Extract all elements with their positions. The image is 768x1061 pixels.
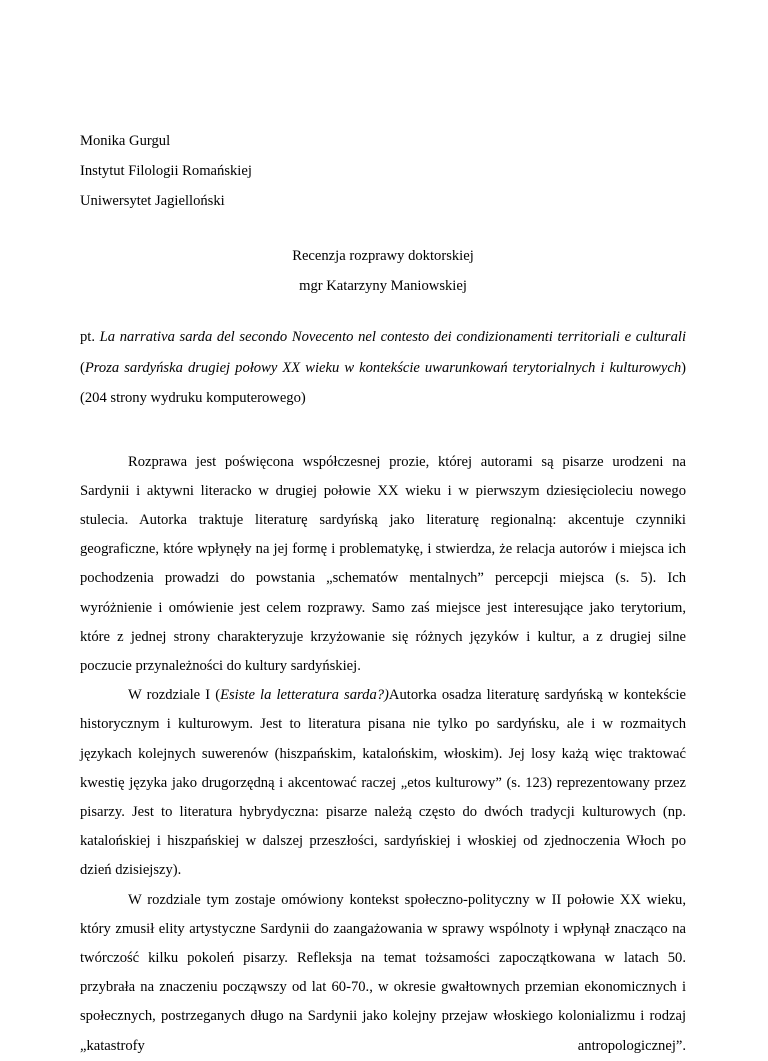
subject-italian-title: La narrativa sarda del secondo Novecento nel contesto dei condizionamenti territoriali e culturali bbox=[99, 329, 687, 345]
subject-prefix: pt. bbox=[80, 329, 100, 345]
paragraph-2 bbox=[80, 681, 686, 885]
title-line-2: mgr Katarzyny Maniowskiej bbox=[299, 278, 467, 294]
paragraph-1: Rozprawa jest poświęcona współczesnej prozie, której autorami są pisarze urodzeni na Sardynii i aktywni literacko w drugiej połowie XX wieku i w pierwszym dziesięcioleciu nowego stulecia. Autorka traktuje literaturę sardyńską jako literaturę regionalną: akcentuje czynniki geograficzne, które wpłynęły na jej formę i problematykę, i stwierdza, że relacja autorów i miejsca ich pochodzenia prowadzi do powstania „schematów mentalnych” percepcji miejsca (s. 5). Ich wyróżnienie i omówienie jest celem rozprawy. Samo zaś miejsce jest interesujące jako terytorium, które z jednej strony charakteryzuje krzyżowanie się różnych języków i kultur, a z drugiej silne poczucie przynależności do kultury sardyńskiej. bbox=[80, 453, 686, 674]
paragraph-3: W rozdziale tym zostaje omówiony kontekst społeczno-polityczny w II połowie XX wieku, który zmusił elity artystyczne Sardynii do zaangażowania w sprawy wspólnoty i wpłynął znacząco na twórczość kilku pokoleń pisarzy. Refleksja na temat tożsamości zapoczątkowana w latach 50. przybrała na znaczeniu począwszy od lat 60-70., w okresie gwałtownych przemian ekonomicznych i społecznych, postrzeganych długo na Sardynii jako kolejny przejaw włoskiego kolonializmu i rodzaj „katastrofy antropologicznej”. bbox=[80, 891, 686, 1054]
paragraph-2-text: Autorka osadza literaturę sardyńską w kontekście historycznym i kulturowym. Jest to literatura pisana nie tylko po sardyńsku, ale i w rozmaitych językach kolejnych suwerenów (hiszpańskim, katalońskim, włoskim). Jej losy każą więc traktować kwestię języka jako drugorzędną i akcentować raczej „etos kulturowy” (s. 123) reprezentowany przez pisarzy. Jest to literatura hybrydyczna: pisarze należą często do dwóch tradycji kulturowych (np. katalońskiej i hiszpańskiej w dalszej przeszłości, sardyńskiej i włoskiej od zjednoczenia Włoch po dzień dzisiejszy). bbox=[80, 687, 687, 879]
document-page bbox=[80, 126, 686, 1061]
dissertation-subject bbox=[80, 322, 686, 414]
author-institute: Instytut Filologii Romańskiej bbox=[80, 163, 252, 179]
subject-polish-title: Proza sardyńska drugiej połowy XX wieku w kontekście uwarunkowań terytorialnych i kulturowych bbox=[84, 359, 682, 376]
author-university: Uniwersytet Jagielloński bbox=[80, 193, 225, 209]
subject-paren-open: ( bbox=[80, 359, 85, 376]
author-header bbox=[80, 126, 686, 216]
paragraph-2-prefix: W rozdziale I ( bbox=[128, 687, 221, 704]
paragraph-2-italic: Esiste la letteratura sarda?) bbox=[220, 687, 389, 704]
subject-suffix: ) (204 strony wydruku komputerowego) bbox=[80, 359, 686, 406]
review-body bbox=[80, 448, 686, 1061]
title-line-1: Recenzja rozprawy doktorskiej bbox=[292, 248, 474, 264]
document-title bbox=[80, 241, 686, 301]
author-name: Monika Gurgul bbox=[80, 133, 171, 149]
